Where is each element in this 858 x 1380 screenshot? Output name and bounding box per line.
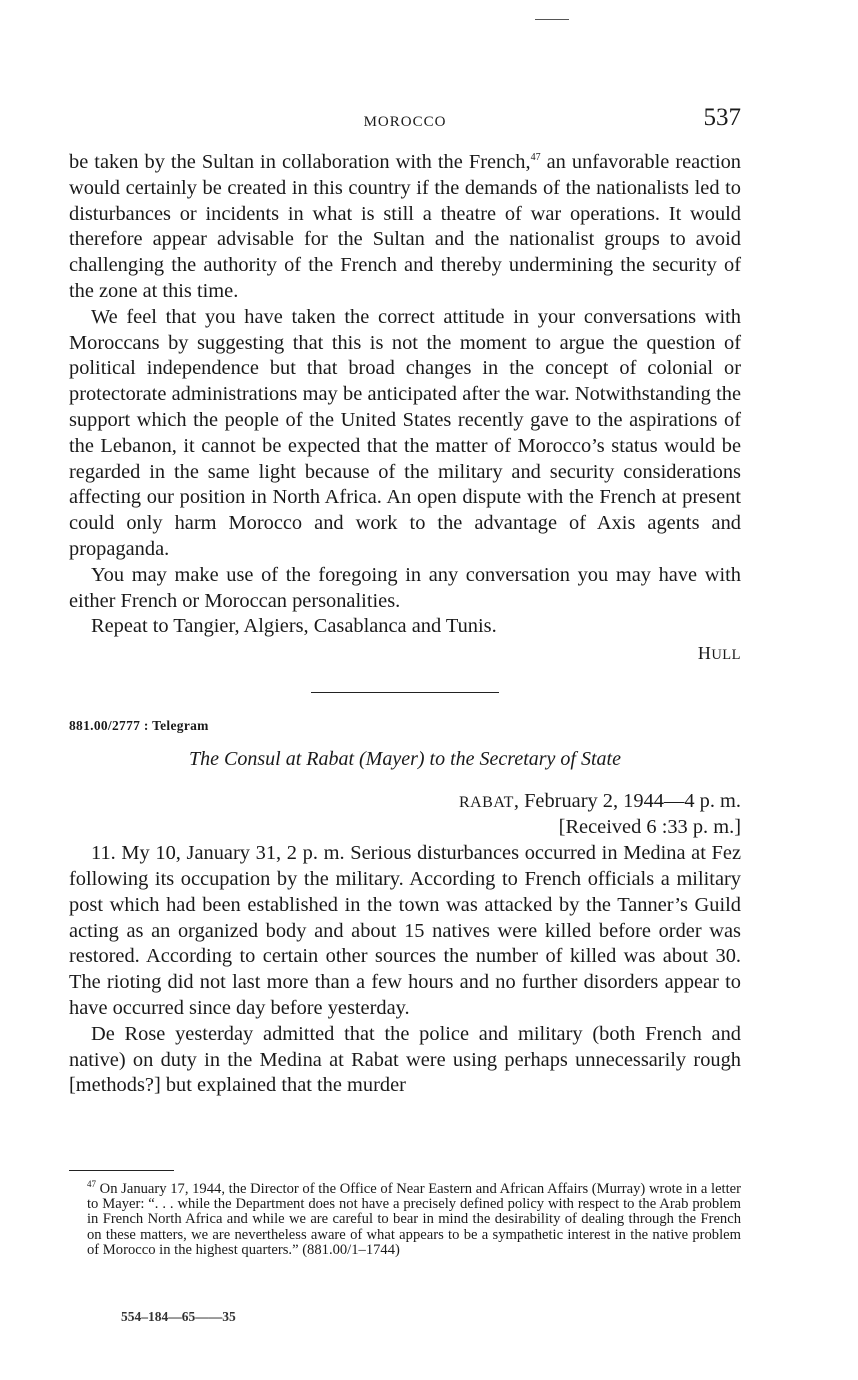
document-page [69,0,741,1380]
dateline-sent [69,789,741,816]
footnote [69,1179,741,1258]
paragraph-3: You may make use of the foregoing in any conversation you may have with either French or Moroccan personalities. [69,563,741,612]
footnote-reference[interactable]: 47 [530,152,541,164]
dateline-received: [Received 6 :33 p. m.] [558,816,741,839]
paragraph-1-text-a: be taken by the Sultan in collaboration with the French, [69,151,531,173]
paragraph-1 [69,150,741,305]
telegram-paragraph-1: 11. My 10, January 31, 2 p. m. Serious disturbances occurred in Medina at Fez following its occupation by the military. According to French officials a military post which had been established in the town was attacked by the Tanner’s Guild acting as an organized body and about 15 natives were killed before order was restored. According to certain other sources the number of killed was about 30. The rioting did not last more than a few hours and no further disorders appear to have occurred since day before yesterday. [69,842,741,1019]
paragraph-2: We feel that you have taken the correct attitude in your conversations with Moroccans by suggesting that this is not the moment to argue the question of political independence but that broad changes in the concept of colonial or protectorate administrations may be anticipated after the war. Notwithstanding the support which the people of the United States recently gave to the aspirations of the Lebanon, it cannot be expected that the matter of Morocco’s status would be regarded in the same light because of the military and security considerations affecting our position in North Africa. An open dispute with the French at present could only harm Morocco and work to the advantage of Axis agents and propaganda. [69,305,741,560]
signature-rest: ULL [711,647,741,664]
body-text [69,150,741,1099]
running-title: MOROCCO [363,114,447,130]
document-heading: The Consul at Rabat (Mayer) to the Secretary of State [189,747,621,770]
footnote-body [69,1179,741,1258]
paragraph-4: Repeat to Tangier, Algiers, Casablanca and Tunis. [91,615,497,638]
footnote-marker: 47 [87,1179,96,1190]
dateline-place: RABAT [458,793,514,811]
footnote-text: On January 17, 1944, the Director of the Office of Near Eastern and African Affairs (Murray) wrote in a letter to Mayer: “. . . while the Department does not have a precisely defined policy with respect to the Arab problem in French North Africa and while we are careful to bear in mind the desirability of dealing through the French on these matters, we are nevertheless aware of what appears to be a sympathetic interest in the native problem of Morocco in the highest quarters.” (881.00/1–1744) [87,1181,741,1258]
printer-code: 554–184—65——35 [121,1309,236,1324]
section-divider [311,692,499,693]
page-number: 537 [703,104,741,131]
footnote-rule [69,1170,174,1171]
dateline-date: , February 2, 1944—4 p. m. [513,789,741,812]
running-head [69,104,741,138]
signature-initial: H [697,643,712,664]
telegram-paragraph-2: De Rose yesterday admitted that the police and military (both French and native) on duty in the Medina at Rabat were using perhaps unnecessarily rough [methods?] but explained that the murder [69,1022,741,1097]
paragraph-1-text-b: an unfavorable reaction would certainly be created in this country if the demands of the nationalists led to disturbances or incidents in what is still a theatre of war operations. It would therefore appear advisable for the Sultan and the nationalist groups to avoid challenging the authority of the French and thereby undermining the security of the zone at this time. [69,151,742,302]
top-rule [535,19,569,20]
signature [69,641,741,669]
file-reference: 881.00/2777 : Telegram [69,717,209,733]
dateline [69,789,741,842]
